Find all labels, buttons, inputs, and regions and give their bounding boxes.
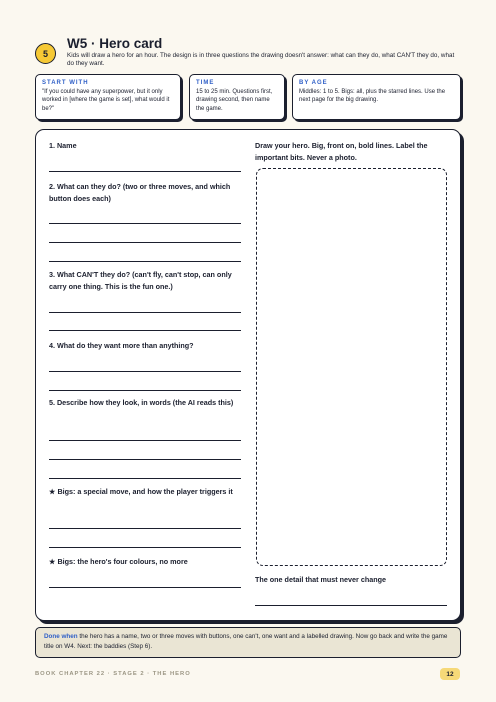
- start-with-card: [35, 74, 181, 120]
- question-moves: 2. What can they do? (two or three moves, and which button does each): [49, 182, 231, 203]
- drawing-instructions: Draw your hero. Big, front on, bold lines. Label the important bits. Never a photo.: [255, 141, 428, 162]
- time-card: [189, 74, 285, 120]
- question-colours: ★ Bigs: the hero's four colours, no more: [49, 557, 188, 566]
- by-age-card: [292, 74, 461, 120]
- drawing-area[interactable]: [256, 168, 447, 566]
- detail-label: The one detail that must never change: [255, 575, 386, 584]
- answer-line[interactable]: [49, 312, 241, 313]
- answer-line[interactable]: [49, 171, 241, 172]
- answer-line[interactable]: [49, 330, 241, 331]
- detail-answer-line[interactable]: [255, 605, 447, 606]
- worksheet-panel: [35, 129, 461, 621]
- answer-line[interactable]: [49, 587, 241, 588]
- page-title: W5 · Hero card: [67, 36, 163, 51]
- question-look: 5. Describe how they look, in words (the AI reads this): [49, 398, 234, 407]
- question-cant: 3. What CAN'T they do? (can't fly, can't stop, can only carry one thing. This is the fun one.): [49, 270, 232, 291]
- card-heading: BY AGE: [299, 80, 328, 86]
- answer-line[interactable]: [49, 242, 241, 243]
- question-special-move: ★ Bigs: a special move, and how the player triggers it: [49, 487, 233, 496]
- card-text: 15 to 25 min. Questions first, drawing second, then name the game.: [196, 89, 273, 112]
- done-when-text: the hero has a name, two or three moves with buttons, one can't, one want and a labelled drawing. Now go back and write the game title on W4. Next: the baddies (Step 6).: [44, 633, 448, 650]
- card-text: Middles: 1 to 5. Bigs: all, plus the starred lines. Use the next page for the big drawing.: [299, 89, 446, 104]
- step-number-badge: 5: [35, 43, 56, 64]
- footer-text: BOOK CHAPTER 22 · STAGE 2 · THE HERO: [35, 671, 191, 677]
- answer-line[interactable]: [49, 459, 241, 460]
- page-subtitle: Kids will draw a hero for an hour. The design is in three questions the drawing doesn't answer: what can they do, what CAN'T they do, what do they want.: [67, 52, 455, 67]
- card-heading: TIME: [196, 80, 215, 86]
- answer-line[interactable]: [49, 261, 241, 262]
- card-text: "If you could have any superpower, but it only worked in [where the game is set], what would it be?": [42, 89, 170, 112]
- answer-line[interactable]: [49, 547, 241, 548]
- question-name: 1. Name: [49, 141, 77, 150]
- answer-line[interactable]: [49, 478, 241, 479]
- answer-line[interactable]: [49, 371, 241, 372]
- done-when-lead: Done when: [44, 633, 78, 640]
- answer-line[interactable]: [49, 223, 241, 224]
- done-when-box: [35, 627, 461, 658]
- answer-line[interactable]: [49, 528, 241, 529]
- answer-line[interactable]: [49, 440, 241, 441]
- question-want: 4. What do they want more than anything?: [49, 341, 194, 350]
- card-heading: START WITH: [42, 80, 89, 86]
- answer-line[interactable]: [49, 390, 241, 391]
- page-number: 12: [440, 668, 460, 680]
